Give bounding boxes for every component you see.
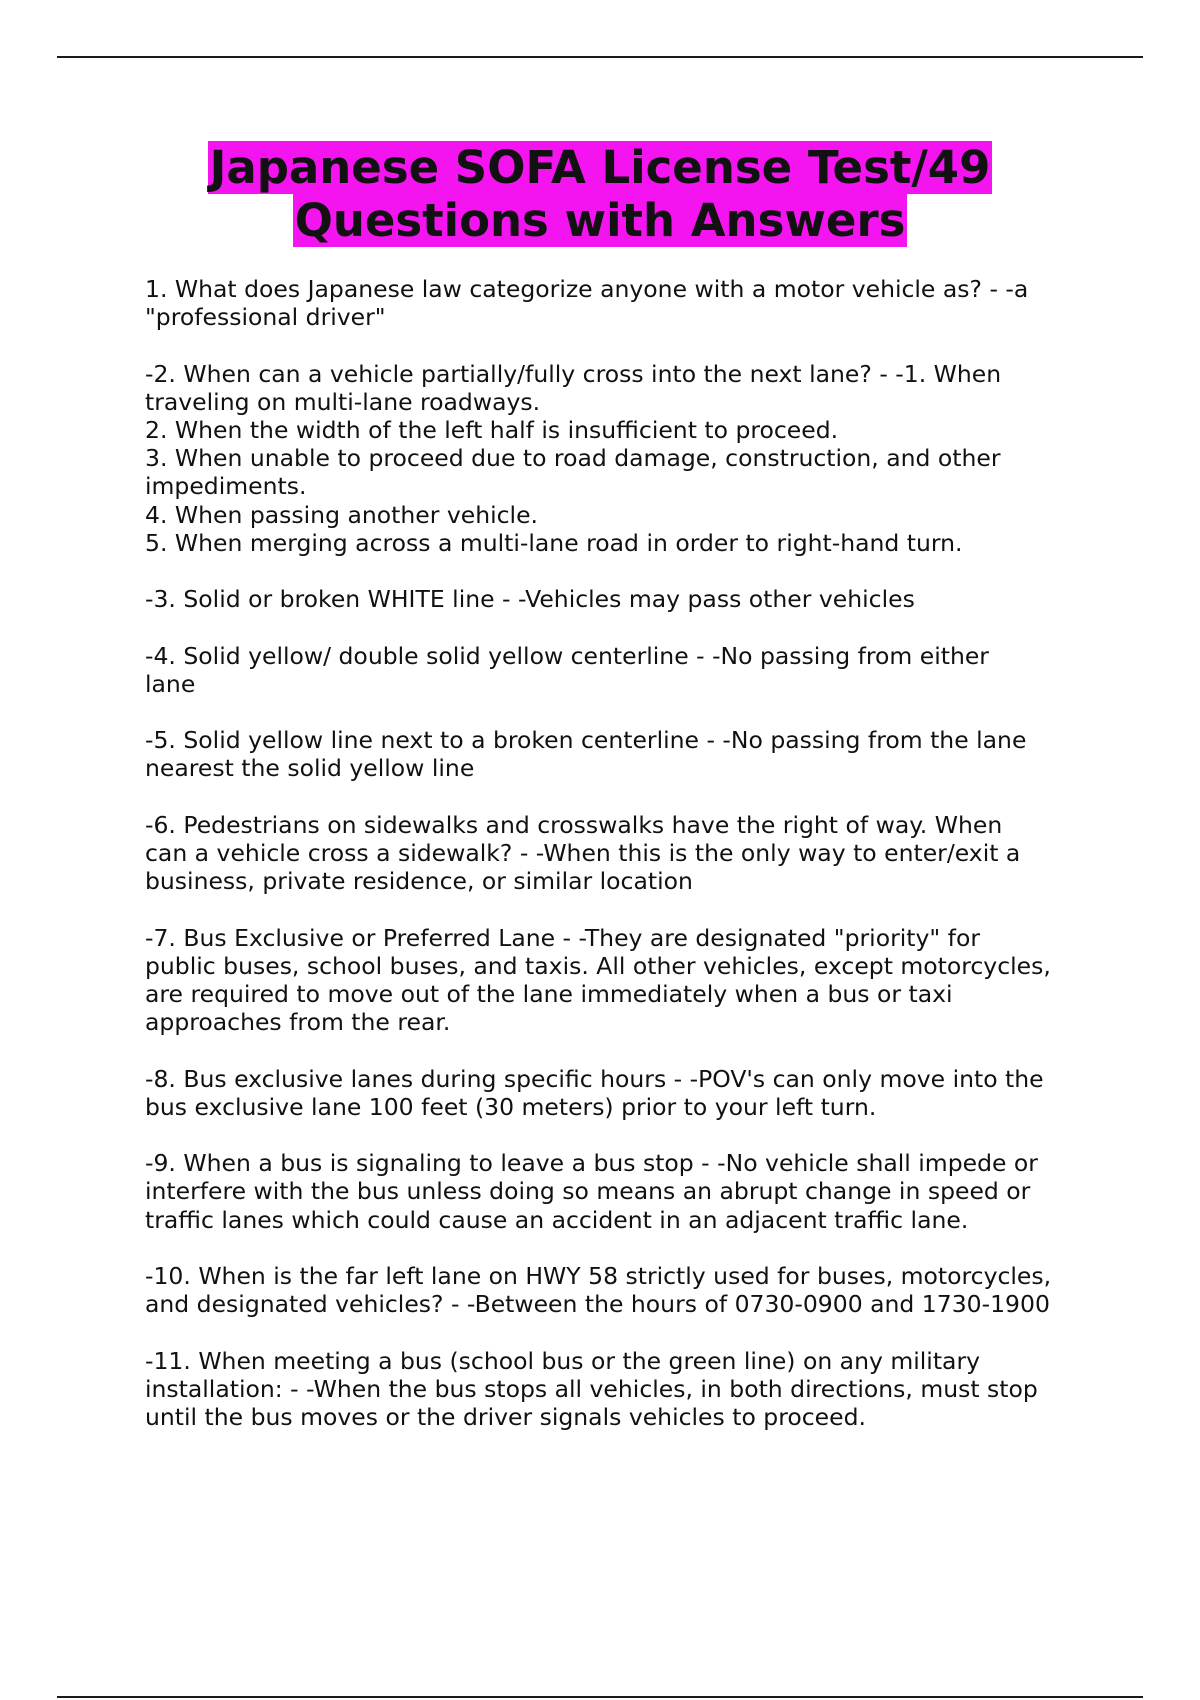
question-list [145, 275, 1095, 1459]
question-item [145, 642, 1095, 698]
question-line: -9. When a bus is signaling to leave a bus stop - -No vehicle shall impede or [145, 1149, 1038, 1178]
question-line: -10. When is the far left lane on HWY 58 strictly used for buses, motorcycles, [145, 1261, 1052, 1290]
question-line: interfere with the bus unless doing so means an abrupt change in speed or [145, 1177, 1031, 1206]
question-item [145, 924, 1095, 1037]
question-line: 3. When unable to proceed due to road damage, construction, and other [145, 444, 1001, 473]
question-item [145, 1065, 1095, 1121]
question-line: impediments. [145, 472, 307, 501]
question-item [145, 585, 1095, 613]
question-item [145, 275, 1095, 331]
title-line-1: Japanese SOFA License Test/49 [209, 141, 991, 194]
question-line: can a vehicle cross a sidewalk? - -When this is the only way to enter/exit a [145, 838, 1021, 867]
question-line: 2. When the width of the left half is insufficient to proceed. [145, 416, 839, 444]
question-line: -11. When meeting a bus (school bus or the green line) on any military [145, 1346, 981, 1375]
question-line: approaches from the rear. [145, 1008, 451, 1037]
question-line: 5. When merging across a multi-lane road in order to right-hand turn. [145, 528, 963, 557]
question-line: -7. Bus Exclusive or Preferred Lane - -They are designated "priority" for [145, 923, 980, 952]
question-line: traffic lanes which could cause an accident in an adjacent traffic lane. [145, 1205, 969, 1234]
page-title [0, 141, 1200, 247]
question-line: until the bus moves or the driver signals vehicles to proceed. [145, 1402, 866, 1431]
question-line: public buses, school buses, and taxis. All other vehicles, except motorcycles, [145, 951, 1051, 980]
question-line: -5. Solid yellow line next to a broken centerline - -No passing from the lane [145, 726, 1027, 755]
question-line: business, private residence, or similar location [145, 867, 693, 896]
question-line: -3. Solid or broken WHITE line - -Vehicles may pass other vehicles [145, 585, 915, 614]
question-line: nearest the solid yellow line [145, 754, 475, 783]
title-line-2: Questions with Answers [294, 194, 906, 247]
question-line: installation: - -When the bus stops all vehicles, in both directions, must stop [145, 1374, 1038, 1403]
question-line: traveling on multi-lane roadways. [145, 387, 541, 416]
question-line: 4. When passing another vehicle. [145, 500, 538, 529]
question-line: and designated vehicles? - -Between the hours of 0730-0900 and 1730-1900 [145, 1290, 1050, 1319]
question-line: -6. Pedestrians on sidewalks and crosswalks have the right of way. When [145, 810, 1003, 839]
question-line: "professional driver" [145, 303, 386, 332]
top-rule [57, 56, 1143, 58]
question-item [145, 726, 1095, 782]
question-line: -2. When can a vehicle partially/fully cross into the next lane? - -1. When [145, 359, 1002, 388]
question-line: -8. Bus exclusive lanes during specific hours - -POV's can only move into the [145, 1064, 1044, 1093]
question-line: bus exclusive lane 100 feet (30 meters) prior to your left turn. [145, 1092, 877, 1121]
question-item [145, 811, 1095, 896]
question-item [145, 1149, 1095, 1234]
question-line: lane [145, 669, 196, 698]
question-line: are required to move out of the lane immediately when a bus or taxi [145, 979, 953, 1008]
question-item [145, 1347, 1095, 1432]
bottom-rule [57, 1696, 1143, 1698]
question-item [145, 360, 1095, 557]
question-item [145, 1262, 1095, 1318]
question-line: 1. What does Japanese law categorize anyone with a motor vehicle as? - -a [145, 275, 1029, 303]
question-line: -4. Solid yellow/ double solid yellow centerline - -No passing from either [145, 641, 989, 670]
